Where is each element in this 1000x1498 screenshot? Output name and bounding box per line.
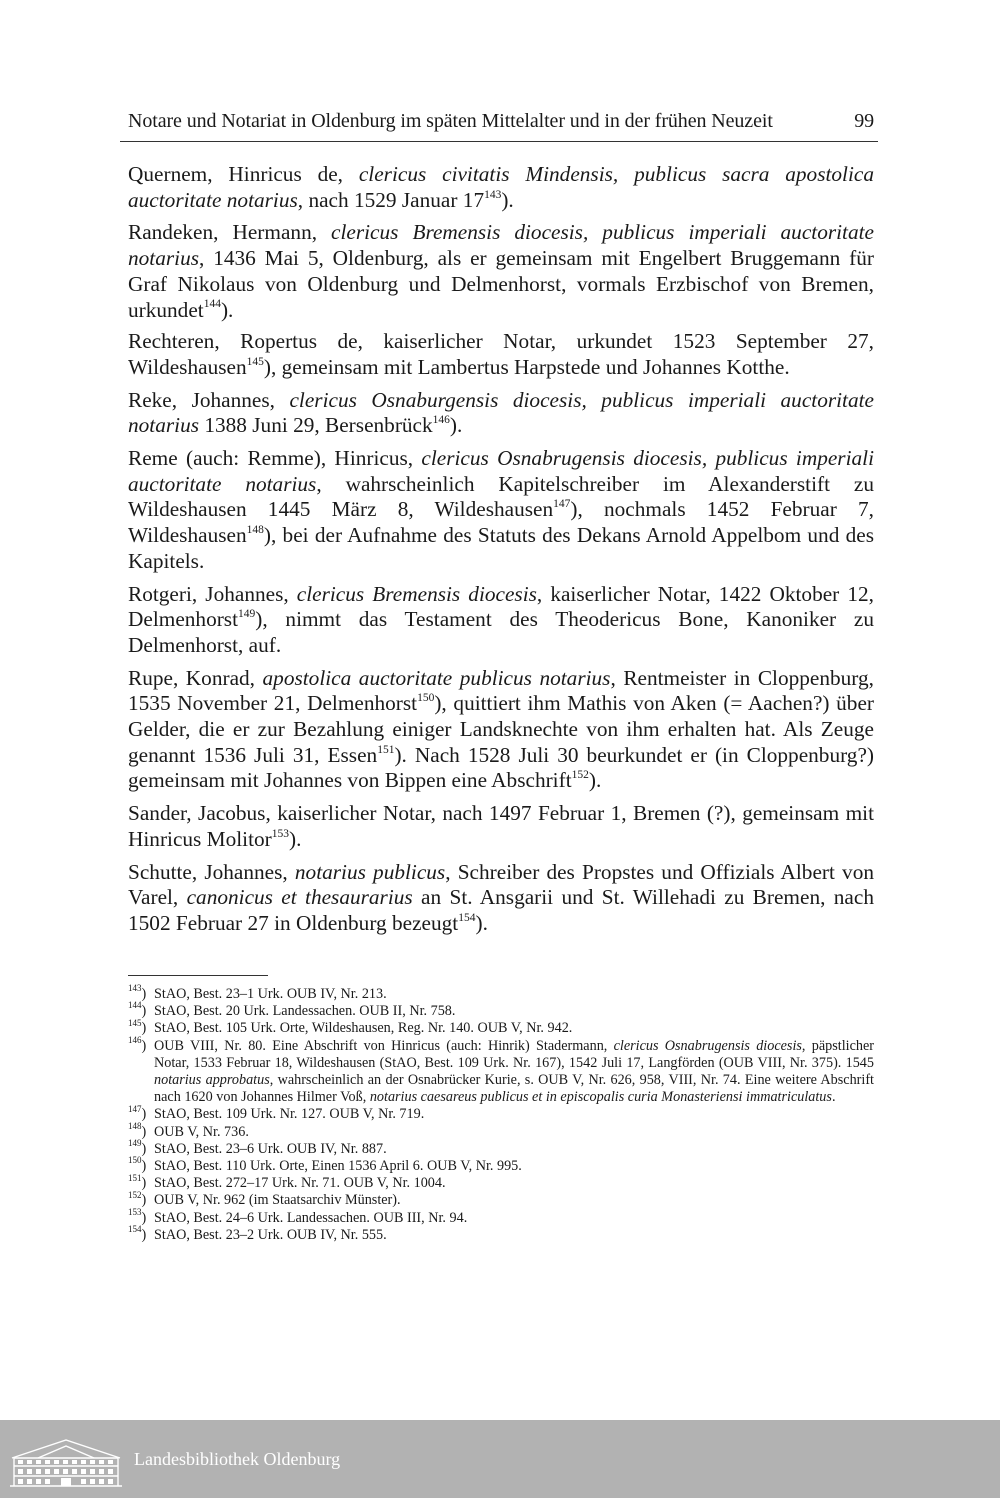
register-entry: Rupe, Konrad, apostolica auctoritate publicus notarius, Rentmeister in Cloppenburg, 1535 November 21, Delmenhorst$^{150}$), quittiert ihm Mathis von Aken (= Aachen?) über Gelder, die er zur Bezahlung einiger Landsknechte von ihm erhalten hat. Als Zeuge genannt 1536 Juli 31, Essen$^{151}$). Nach 1528 Juli 30 beurkundet er (in Cloppenburg?) gemeinsam mit Johannes von Bippen eine Abschrift$^{152}$). [128, 665, 874, 793]
footnote [128, 1138, 874, 1158]
footnote [128, 1206, 874, 1227]
footnote [128, 1155, 874, 1175]
footnote-text: StAO, Best. 110 Urk. Orte, Einen 1536 April 6. OUB V, Nr. 995. [154, 1158, 522, 1175]
footnote-number: $^{150}$) [128, 1155, 147, 1175]
footnote [128, 1120, 874, 1141]
footnote-text: StAO, Best. 23–1 Urk. OUB IV, Nr. 213. [154, 986, 387, 1002]
footnote-number: $^{154}$) [128, 1224, 147, 1243]
footer-bar [0, 1420, 1000, 1498]
footnote [128, 1000, 874, 1020]
footnote-text: StAO, Best. 23–2 Urk. OUB IV, Nr. 555. [154, 1226, 387, 1243]
footer-label: Landesbibliothek Oldenburg [134, 1449, 341, 1469]
register-entry: Sander, Jacobus, kaiserlicher Notar, nach 1497 Februar 1, Bremen (?), gemeinsam mit Hinricus Molitor$^{153}$). [128, 801, 874, 851]
register-entry: Rotgeri, Johannes, clericus Bremensis diocesis, kaiserlicher Notar, 1422 Oktober 12, Delmenhorst$^{149}$), nimmt das Testament des Theodericus Bone, Kanoniker zu Delmenhorst, auf. [128, 581, 874, 657]
running-head [128, 108, 874, 134]
footnote-number: $^{151}$) [128, 1172, 147, 1192]
footnote-rule [128, 975, 268, 976]
footnote-number: $^{153}$) [128, 1206, 147, 1226]
footnote-number: $^{148}$) [128, 1120, 147, 1140]
page-number: 99 [854, 110, 874, 132]
running-head-title: Notare und Notariat in Oldenburg im späten Mittelalter und in der frühen Neuzeit [128, 110, 773, 132]
footnote [128, 1017, 874, 1037]
footnote-number: $^{147}$) [128, 1103, 147, 1123]
footnote-text: StAO, Best. 24–6 Urk. Landessachen. OUB III, Nr. 94. [154, 1209, 468, 1226]
footnote-text: StAO, Best. 20 Urk. Landessachen. OUB II, Nr. 758. [154, 1003, 456, 1020]
footnote-number: $^{144}$) [128, 1000, 147, 1020]
register-entry: Schutte, Johannes, notarius publicus, Schreiber des Propstes und Offizials Albert von Varel, canonicus et thesaurarius an St. Ansgarii und St. Willehadi zu Bremen, nach 1502 Februar 27 in Oldenburg bezeugt$^{154}$). [128, 859, 874, 935]
footnote-text: OUB V, Nr. 736. [154, 1123, 249, 1140]
register-entry: Reke, Johannes, clericus Osnaburgensis diocesis, publicus imperiali auctoritate notarius 1388 Juni 29, Bersenbrück$^{146}$). [128, 387, 874, 438]
register-entry: Reme (auch: Remme), Hinricus, clericus Osnabrugensis diocesis, publicus imperiali auctoritate notarius, wahrscheinlich Kapitelschreiber im Alexanderstift zu Wildeshausen 1445 März 8, Wildeshausen$^{147}$), nochmals 1452 Februar 7, Wildeshausen$^{148}$), bei der Aufnahme des Statuts des Dekans Arnold Appelbom und des Kapitels. [128, 446, 874, 573]
footnote-number: $^{152}$) [128, 1189, 147, 1209]
footnote-text: OUB V, Nr. 962 (im Staatsarchiv Münster). [154, 1192, 401, 1209]
register-entry: Rechteren, Ropertus de, kaiserlicher Notar, urkundet 1523 September 27, Wildeshausen$^{145}$), gemeinsam mit Lambertus Harpstede und Johannes Kotthe. [128, 329, 874, 379]
footnote-list [128, 983, 874, 1244]
footnote-text: StAO, Best. 272–17 Urk. Nr. 71. OUB V, Nr. 1004. [154, 1175, 446, 1192]
footnote-text: StAO, Best. 105 Urk. Orte, Wildeshausen, Reg. Nr. 140. OUB V, Nr. 942. [154, 1020, 573, 1037]
register-entry: Quernem, Hinricus de, clericus civitatis Mindensis, publicus sacra apostolica auctoritate notarius, nach 1529 Januar $17^{143}$). [128, 162, 874, 212]
footnote [128, 1189, 874, 1209]
footnote [128, 1034, 874, 1107]
footnote [128, 983, 874, 1003]
footnote-text: OUB VIII, Nr. 80. Eine Abschrift von Hinricus (auch: Hinrik) Stadermann, clericus Osnabrugensis diocesis, päpstlicher Notar, 1533 Februar 18, Wildeshausen (StAO, Best. 109 Urk. Nr. 167), 1542 Juli 17, Langförden (OUB VIII, Nr. 375). 1545 notarius approbatus, wahrscheinlich an der Osnabrücker Kurie, s. OUB V, Nr. 626, 958, VIII, Nr. 74. Eine weitere Abschrift nach 1620 von Johannes Hilmer Voß, notarius caesareus publicus et in episcopalis curia Monasteriensi immatriculatus. [154, 1037, 874, 1106]
footnote-number: $^{149}$) [128, 1138, 147, 1157]
footnote-number: $^{146}$) [128, 1034, 147, 1054]
footnote-text: StAO, Best. 23–6 Urk. OUB IV, Nr. 887. [154, 1140, 387, 1157]
library-building-icon [8, 1434, 124, 1488]
footnote [128, 1224, 874, 1244]
footnote [128, 1103, 874, 1123]
footnote-number: $^{143}$) [128, 983, 147, 1002]
footnote-text: StAO, Best. 109 Urk. Nr. 127. OUB V, Nr. 719. [154, 1106, 425, 1123]
entry-list [128, 162, 874, 944]
header-rule [120, 141, 878, 142]
register-entry: Randeken, Hermann, clericus Bremensis diocesis, publicus imperiali auctoritate notarius, 1436 Mai 5, Oldenburg, als er gemeinsam mit Engelbert Bruggemann für Graf Nikolaus von Oldenburg und Delmenhorst, vormals Erzbischof von Bremen, urkundet$^{144}$). [128, 220, 874, 322]
footnote [128, 1172, 874, 1192]
footnote-number: $^{145}$) [128, 1017, 147, 1037]
